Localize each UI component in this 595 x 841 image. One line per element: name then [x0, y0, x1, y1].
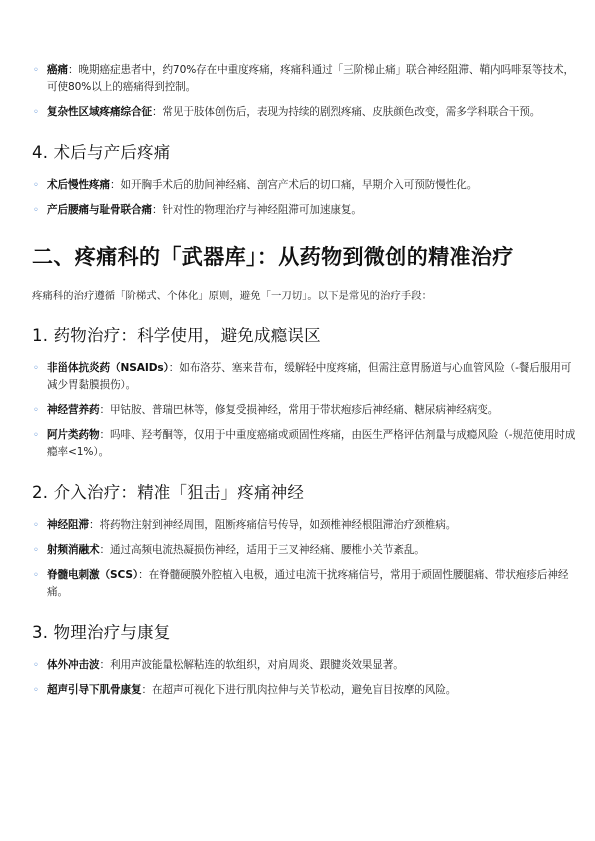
list-item: [32, 360, 577, 394]
item-desc: ：如布洛芬、塞来昔布，缓解轻中度疼痛，但需注意胃肠道与心血管风险（-餐后服用可减少胃黏膜损伤）。: [47, 362, 572, 391]
item-desc: ：在超声可视化下进行肌肉拉伸与关节松动，避免盲目按摩的风险。: [141, 684, 457, 696]
bullet-icon: ◦: [33, 570, 39, 581]
section-heading-interventional: 2. 介入治疗：精准「狙击」疼痛神经: [32, 483, 305, 502]
item-desc: ：晚期癌症患者中，约70%存在中重度疼痛，疼痛科通过「三阶梯止痛」联合神经阻滞、鞘内吗啡泵等技术，可使80%以上的癌痛得到控制。: [47, 64, 574, 93]
item-desc: ：甲钴胺、普瑞巴林等，修复受损神经，常用于带状疱疹后神经痛、糖尿病神经病变。: [99, 404, 499, 416]
bullet-list-physical-therapy: [32, 657, 577, 699]
bullet-icon: ◦: [33, 685, 39, 696]
item-desc: ：将药物注射到神经周围，阻断疼痛信号传导，如颈椎神经根阻滞治疗颈椎病。: [88, 519, 457, 531]
item-term: 阿片类药物: [47, 429, 100, 441]
bullet-icon: ◦: [33, 520, 39, 531]
bullet-icon: ◦: [33, 205, 39, 216]
item-term: 射频消融术: [47, 544, 100, 556]
item-term: 脊髓电刺激（SCS）: [47, 569, 139, 581]
section-heading-physical-therapy: 3. 物理治疗与康复: [32, 623, 171, 642]
item-term: 神经阻滞: [47, 519, 89, 531]
bullet-list-medication: [32, 360, 577, 461]
item-term: 神经营养药: [47, 404, 100, 416]
item-term: 复杂性区域疼痛综合征: [47, 106, 152, 118]
item-term: 癌痛: [47, 64, 68, 76]
item-desc: ：在脊髓硬膜外腔植入电极，通过电流干扰疼痛信号，常用于顽固性腰腿痛、带状疱疹后神经痛。: [47, 569, 569, 598]
item-desc: ：如开胸手术后的肋间神经痛、剖宫产术后的切口痛，早期介入可预防慢性化。: [109, 179, 478, 191]
item-term: 产后腰痛与耻骨联合痛: [47, 204, 152, 216]
list-item: [32, 517, 577, 534]
bullet-icon: ◦: [33, 545, 39, 556]
bullet-icon: ◦: [33, 430, 39, 441]
list-item: [32, 542, 577, 559]
item-term: 术后慢性疼痛: [47, 179, 110, 191]
intro-paragraph: 疼痛科的治疗遵循「阶梯式、个体化」原则，避免「一刀切」。以下是常见的治疗手段：: [32, 290, 433, 302]
list-item: [32, 682, 577, 699]
part-heading-treatments: 二、疼痛科的「武器库」：从药物到微创的精准治疗: [32, 245, 514, 269]
item-desc: ：吗啡、羟考酮等，仅用于中重度癌痛或顽固性疼痛，由医生严格评估剂量与成瘾风险（-规范使用时成瘾率<1%）。: [47, 429, 576, 458]
bullet-icon: ◦: [33, 107, 39, 118]
list-item: [32, 202, 577, 219]
list-item: [32, 402, 577, 419]
list-item: [32, 177, 577, 194]
bullet-icon: ◦: [33, 180, 39, 191]
item-term: 体外冲击波: [47, 659, 100, 671]
section-heading-postoperative: 4. 术后与产后疼痛: [32, 143, 171, 162]
bullet-icon: ◦: [33, 65, 39, 76]
bullet-icon: ◦: [33, 363, 39, 374]
item-desc: ：常见于肢体创伤后，表现为持续的剧烈疼痛、皮肤颜色改变，需多学科联合干预。: [151, 106, 541, 118]
item-desc: ：利用声波能量松解粘连的软组织，对肩周炎、跟腱炎效果显著。: [99, 659, 404, 671]
item-desc: ：针对性的物理治疗与神经阻滞可加速康复。: [151, 204, 362, 216]
bullet-icon: ◦: [33, 660, 39, 671]
bullet-icon: ◦: [33, 405, 39, 416]
item-desc: ：通过高频电流热凝损伤神经，适用于三叉神经痛、腰椎小关节紊乱。: [99, 544, 425, 556]
list-item: [32, 62, 577, 96]
list-item: [32, 104, 577, 121]
bullet-list-conditions: [32, 62, 577, 121]
list-item: [32, 427, 577, 461]
bullet-list-postoperative: [32, 177, 577, 219]
item-term: 非甾体抗炎药（NSAIDs）: [47, 362, 169, 374]
section-heading-medication: 1. 药物治疗：科学使用，避免成瘾误区: [32, 326, 321, 345]
bullet-list-interventional: [32, 517, 577, 601]
item-term: 超声引导下肌骨康复: [47, 684, 142, 696]
list-item: [32, 567, 577, 601]
list-item: [32, 657, 577, 674]
